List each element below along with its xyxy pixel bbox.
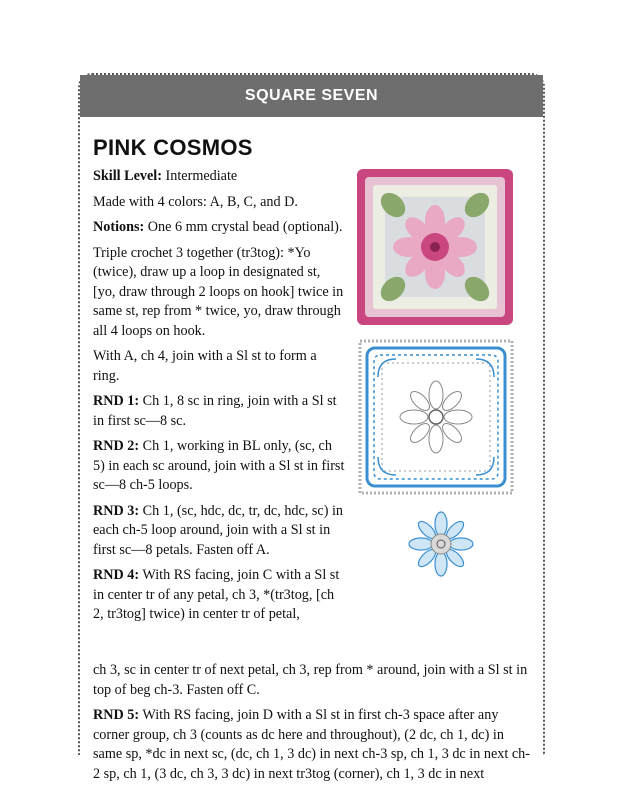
chart-blue-inner: [374, 355, 498, 479]
round-2: RND 2: Ch 1, working in BL only, (sc, ch 5) in each sc around, join with a Sl st in first sc—8 ch-5 loops.: [93, 438, 345, 493]
round-4-rest: ch 3, sc in center tr of next petal, ch 3, rep from * around, join with a Sl st in top of beg ch-3. Fasten off C.: [93, 662, 528, 698]
colors-line: Made with 4 colors: A, B, C, and D.: [93, 193, 298, 210]
instructions-wide: [93, 661, 533, 790]
notions: Notions: One 6 mm crystal bead (optional).: [93, 219, 343, 235]
pattern-title: PINK COSMOS: [93, 135, 253, 160]
start-instruction: With A, ch 4, join with a Sl st to form a ring.: [93, 348, 317, 384]
round-3: RND 3: Ch 1, (sc, hdc, dc, tr, dc, hdc, sc) in each ch-5 loop around, join with a Sl st in first sc—8 petals. Fasten off A.: [93, 502, 344, 558]
chart-blue-round: [367, 348, 505, 486]
round-4-part: RND 4: With RS facing, join C with a Sl st in center tr of any petal, ch 3, *(tr3tog, [ch 2, tr3tog] twice) in center tr of petal,: [93, 567, 340, 622]
bead: [430, 242, 440, 252]
crochet-chart: [356, 337, 516, 497]
round-5: RND 5: With RS facing, join D with a Sl st in first ch-3 space after any corner group, ch 3 (counts as dc here and throughout), (2 dc, ch 1, dc) in same sp, *dc in next sc, (dc, ch 1, 3 dc) in next ch-3 sp, ch 1, 3 dc in next ch-2 sp, ch 1, (3 dc, ch 3, 3 dc) in next tr3tog (corner), ch 1, 3 dc in next: [93, 707, 530, 782]
chart-gray-round: [382, 363, 490, 471]
tr3tog-definition: Triple crochet 3 together (tr3tog): *Yo (twice), draw up a loop in designated st, [yo, draw through 2 loops on hook] twice in same st, rep from * twice, yo, draw through all 4 loops on hook.: [93, 244, 344, 339]
round-1: RND 1: Ch 1, 8 sc in ring, join with a Sl st in first sc—8 sc.: [93, 393, 337, 429]
chart-petals: [400, 381, 472, 453]
chart-ring: [429, 410, 443, 424]
banner-label: SQUARE SEVEN: [244, 87, 379, 104]
motif-center: [431, 534, 451, 554]
pattern-card: [78, 73, 545, 782]
chart-corner-fans: [378, 359, 494, 475]
square-photo: [355, 167, 515, 327]
instructions-column: [93, 167, 345, 625]
petal-motif: [407, 510, 475, 578]
skill-level: Skill Level: Intermediate: [93, 168, 238, 184]
section-banner: [80, 75, 543, 117]
